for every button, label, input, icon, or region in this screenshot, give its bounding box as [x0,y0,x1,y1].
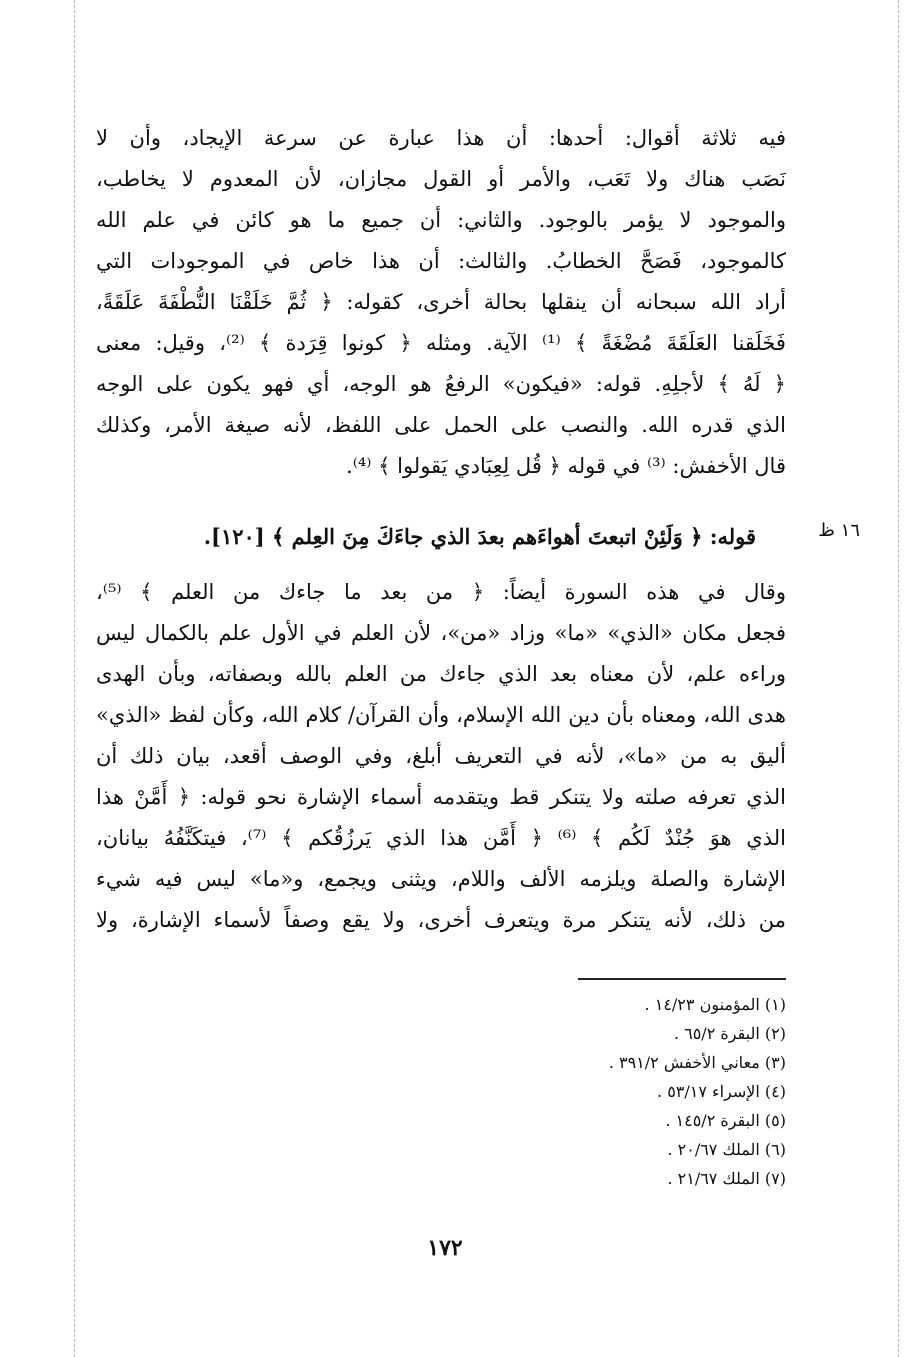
text-line: أليق به من «ما»، لأنه في التعريف أبلغ، وفي الوصف أقعد، بيان ذلك أن [96,744,786,768]
text-line: من ذلك، لأنه يتنكر مرة ويتعرف أخرى، ولا يقع وصفاً لأسماء الإشارة، ولا [96,908,786,932]
text-line: الذي هوَ جُنْدٌ لَكُم ﴾ ⁽⁶⁾ ﴿ أَمَّن هذا الذي يَرزُقُكم ﴾ ⁽⁷⁾، فيتكَنَّفُهُ بيانان، [96,826,786,850]
text-line: كالموجود، فَصَحَّ الخطابُ. والثالث: أن هذا خاص في الموجودات التي [96,249,786,273]
footnote: (٦) الملك ٢٠/٦٧ . [667,1140,786,1159]
paragraph-commentary [96,118,786,487]
margin-folio-note: ١٦ ظ [818,520,860,541]
text-line: نَصَب هناك ولا تَعَب، والأمر أو القول مجازان، لأن المعدوم لا يخاطب، [96,167,786,191]
footnote: (٧) الملك ٢١/٦٧ . [667,1169,786,1188]
footnote: (٣) معاني الأخفش ٣٩١/٢ . [608,1053,786,1072]
text-line: هدى الله، ومعناه بأن دين الله الإسلام، وأن القرآن/ كلام الله، وكأن لفظ «الذي» [96,703,786,727]
paragraph-explanation [96,572,786,941]
text-line: فجعل مكان «الذي» «ما» وزاد «من»، لأن العلم في الأول علم بالكمال ليس [96,621,786,645]
scan-guide-left [74,0,75,1357]
page-number: ١٧٢ [427,1235,463,1261]
text-line: الإشارة والصلة ويلزمه الألف واللام، ويثنى ويجمع، و«ما» ليس فيه شيء [96,867,786,891]
text-line: قال الأخفش: ⁽³⁾ في قوله ﴿ قُل لِعِبَادي يَقولوا ﴾ ⁽⁴⁾. [346,454,786,478]
text-line: فَخَلَقنا العَلَقَةَ مُضْغَةً ﴾ ⁽¹⁾ الآية. ومثله ﴿ كونوا قِرَدة ﴾ ⁽²⁾، وقيل: معنى [96,331,786,355]
text-line: وقال في هذه السورة أيضاً: ﴿ من بعد ما جاءك من العلم ﴾ ⁽⁵⁾، [96,580,786,604]
verse-heading: قوله: ﴿ وَلَئِنْ اتبعتَ أهواءَهم بعدَ الذي جاءَكَ مِنَ العِلم ﴾ [١٢٠]. [203,524,756,549]
footnote: (٤) الإسراء ٥٣/١٧ . [657,1082,786,1101]
text-line: الذي تعرفه صلته ولا يتنكر قط ويتقدمه أسماء الإشارة نحو قوله: ﴿ أَمَّنْ هذا [96,785,786,809]
text-line: وراءه علم، لأن معناه بعد الذي جاءك من العلم بالله وبصفاته، وبأن الهدى [96,662,786,686]
footnote: (٢) البقرة ٦٥/٢ . [673,1024,786,1043]
text-line: والموجود لا يؤمر بالوجود. والثاني: أن جميع ما هو كائن في علم الله [96,208,786,232]
footnote: (٥) البقرة ١٤٥/٢ . [665,1111,786,1130]
text-line: الذي قدره الله. والنصب على الحمل على اللفظ، لأنه صيغة الأمر، وكذلك [96,413,786,437]
footnotes [480,990,786,1193]
text-line: فيه ثلاثة أقوال: أحدها: أن هذا عبارة عن سرعة الإيجاد، وأن لا [96,126,786,150]
scan-guide-right [898,0,899,1357]
footnote: (١) المؤمنون ١٤/٢٣ . [644,995,786,1014]
text-line: ﴿ لَهُ ﴾ لأجلِهِ. قوله: «فيكون» الرفعُ هو الوجه، أي فهو يكون على الوجه [96,372,786,396]
footnote-divider [578,978,786,980]
text-line: أراد الله سبحانه أن ينقلها بحالة أخرى، كقوله: ﴿ ثُمَّ خَلَقْنَا النُّطْفَةَ عَلَقَةً، [96,290,786,314]
